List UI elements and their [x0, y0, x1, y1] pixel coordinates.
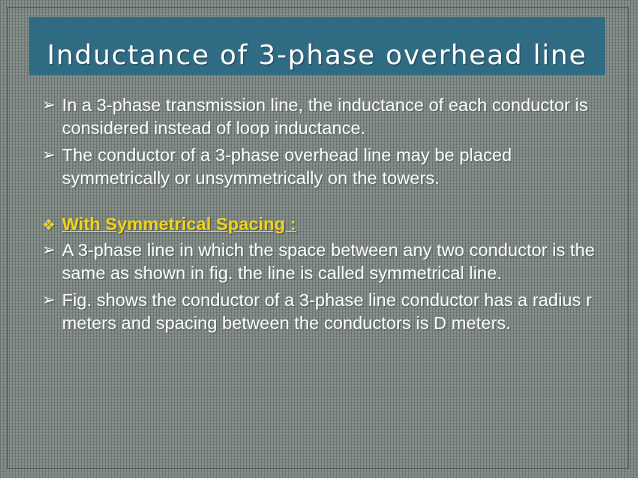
diamond-bullet-icon: ❖	[42, 217, 56, 234]
arrow-bullet-icon: ➢	[42, 97, 56, 114]
bullet-text: The conductor of a 3-phase overhead line may be placed symmetrically or unsymmetrically on the towers.	[62, 145, 512, 188]
bullet-item	[42, 289, 602, 335]
section-heading	[42, 213, 602, 236]
arrow-bullet-icon: ➢	[42, 292, 56, 309]
slide-title: Inductance of 3-phase overhead line	[47, 39, 587, 71]
bullet-text: A 3-phase line in which the space between any two conductor is the same as shown in fig. the line is called symmetrical line.	[62, 240, 595, 283]
bullet-text: Fig. shows the conductor of a 3-phase line conductor has a radius r meters and spacing between the conductors is D meters.	[62, 290, 592, 333]
arrow-bullet-icon: ➢	[42, 147, 56, 164]
bullet-item	[42, 239, 602, 285]
slide-content	[42, 94, 602, 335]
title-bar	[29, 17, 605, 75]
bullet-text: In a 3-phase transmission line, the inductance of each conductor is considered instead of loop inductance.	[62, 95, 588, 138]
bullet-item	[42, 144, 602, 190]
arrow-bullet-icon: ➢	[42, 242, 56, 259]
section-heading-text: With Symmetrical Spacing :	[62, 214, 297, 234]
bullet-item	[42, 94, 602, 140]
